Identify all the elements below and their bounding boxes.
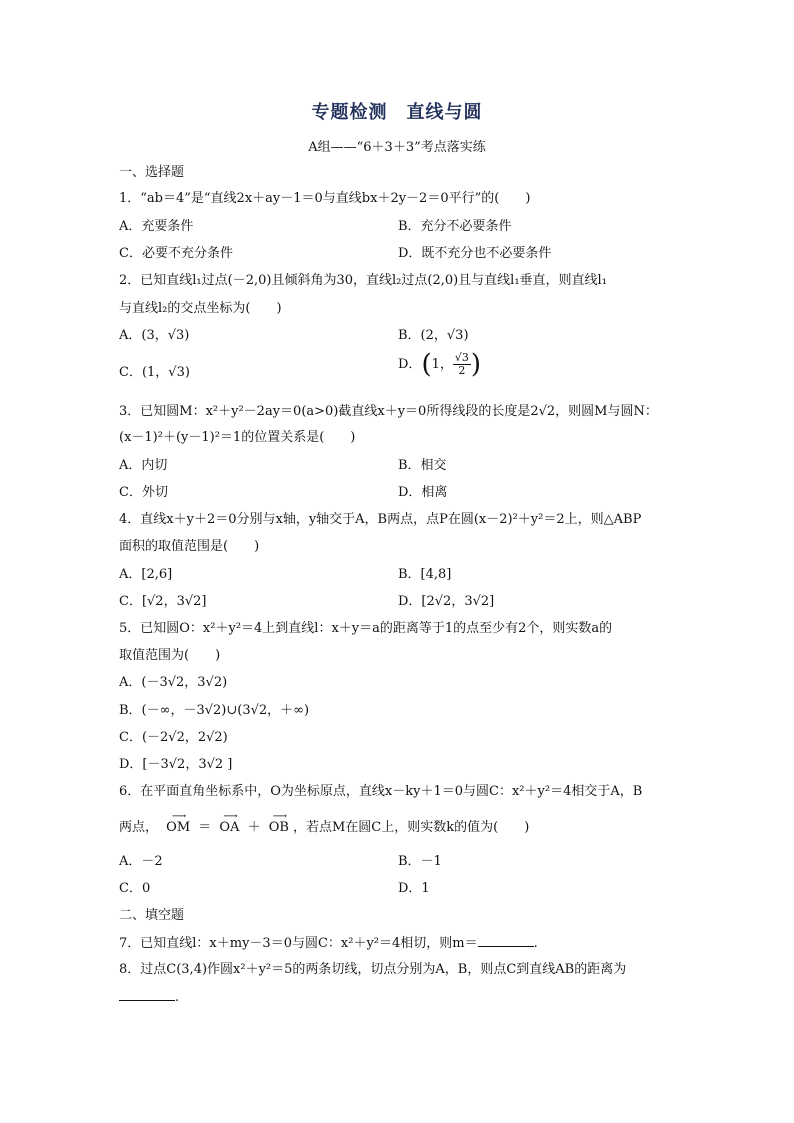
question-3-option-d: D．相离 (398, 485, 448, 500)
question-1-stem: 1．“ab＝4”是“直线2x＋ay－1＝0与直线bx＋2y－2＝0平行”的( ) (119, 191, 531, 206)
question-7-text: 7．已知直线l：x＋my－3＝0与圆C：x²＋y²＝4相切，则m＝ (119, 936, 478, 951)
right-paren: ) (470, 349, 482, 380)
question-7-stem (119, 934, 538, 953)
option-d-label: D． (398, 357, 422, 372)
question-6-option-a: A．－2 (119, 854, 163, 869)
question-5-option-b: B．(－∞，－3√2)∪(3√2，＋∞) (119, 703, 310, 718)
left-paren: ( (421, 349, 432, 380)
vector-oa: ⟶ OA (215, 819, 243, 837)
question-5-option-a: A．(－3√2，3√2) (119, 675, 228, 690)
question-4-option-d: D．[2√2，3√2] (398, 594, 495, 609)
question-4-stem-line2: 面积的取值范围是( ) (119, 539, 260, 554)
question-5-stem-line1: 5．已知圆O：x²＋y²＝4上到直线l：x＋y＝a的距离等于1的点至少有2个，则实数a的 (119, 621, 613, 636)
question-3-option-c: C．外切 (119, 485, 168, 500)
question-3-stem-line2: (x－1)²＋(y－1)²＝1的位置关系是( ) (119, 430, 356, 445)
question-6-option-c: C．0 (119, 881, 151, 896)
fraction-numerator: √3 (454, 351, 469, 364)
question-5-stem-line2: 取值范围为( ) (119, 648, 221, 663)
answer-blank[interactable] (119, 988, 175, 1001)
page-subtitle: A组——“6＋3＋3”考点落实练 (308, 140, 486, 155)
page-title: 专题检测 直线与圆 (311, 102, 483, 123)
question-2-option-c: C．(1，√3) (119, 365, 190, 380)
question-6-stem-prefix: 两点， (119, 820, 159, 835)
plus-sign: ＋ (247, 820, 261, 835)
vector-om: ⟶ OM (162, 819, 194, 837)
question-8-period: . (175, 990, 180, 1005)
question-2-stem-line1: 2．已知直线l₁过点(－2,0)且倾斜角为30，直线l₂过点(2,0)且与直线l₁垂直，则直线l₁ (119, 273, 607, 288)
question-8-stem-line2 (119, 988, 179, 1007)
answer-blank[interactable] (478, 934, 534, 947)
question-8-stem-line1: 8．过点C(3,4)作圆x²＋y²＝5的两条切线，切点分别为A，B，则点C到直线AB的距离为 (119, 962, 627, 977)
fraction-denominator: 2 (458, 364, 466, 377)
question-4-option-b: B．[4,8] (398, 567, 452, 582)
question-3-option-a: A．内切 (119, 458, 168, 473)
question-5-option-c: C．(－2√2，2√2) (119, 730, 228, 745)
question-7-period: . (533, 936, 538, 951)
question-6-option-b: B．－1 (398, 854, 442, 869)
question-2-option-a: A．(3，√3) (119, 328, 190, 343)
question-1-option-d: D．既不充分也不必要条件 (398, 246, 552, 261)
question-6-stem-line1: 6．在平面直角坐标系中，O为坐标原点，直线x－ky＋1＝0与圆C：x²＋y²＝4相交于A，B (119, 784, 643, 799)
question-1-option-c: C．必要不充分条件 (119, 246, 233, 261)
fraction (453, 352, 471, 377)
question-1-option-a: A．充要条件 (119, 219, 194, 234)
question-4-option-a: A．[2,6] (119, 567, 173, 582)
section-heading-fill: 二、填空题 (119, 908, 185, 923)
question-2-option-d (398, 349, 482, 380)
question-1-option-b: B．充分不必要条件 (398, 219, 512, 234)
question-3-option-b: B．相交 (398, 458, 447, 473)
equals-sign: ＝ (198, 820, 212, 835)
question-4-option-c: C．[√2，3√2] (119, 594, 207, 609)
question-5-option-d: D．[－3√2，3√2 ] (119, 757, 233, 772)
question-6-stem-line2 (119, 819, 529, 837)
question-6-stem-suffix: ，若点M在圆C上，则实数k的值为( ) (292, 820, 530, 835)
question-3-stem-line1: 3．已知圆M：x²＋y²－2ay＝0(a>0)截直线x＋y＝0所得线段的长度是2√2，则圆M与圆N： (119, 404, 658, 419)
section-heading-choice: 一、选择题 (119, 165, 185, 180)
question-4-stem-line1: 4．直线x＋y＋2＝0分别与x轴，y轴交于A，B两点，点P在圆(x－2)²＋y²＝2上，则△ABP (119, 512, 642, 527)
vector-ob: ⟶ OB (265, 819, 293, 837)
question-2-option-b: B．(2，√3) (398, 328, 469, 343)
question-2-stem-line2: 与直线l₂的交点坐标为( ) (119, 301, 282, 316)
option-d-x: 1， (431, 357, 453, 372)
question-6-option-d: D．1 (398, 881, 430, 896)
